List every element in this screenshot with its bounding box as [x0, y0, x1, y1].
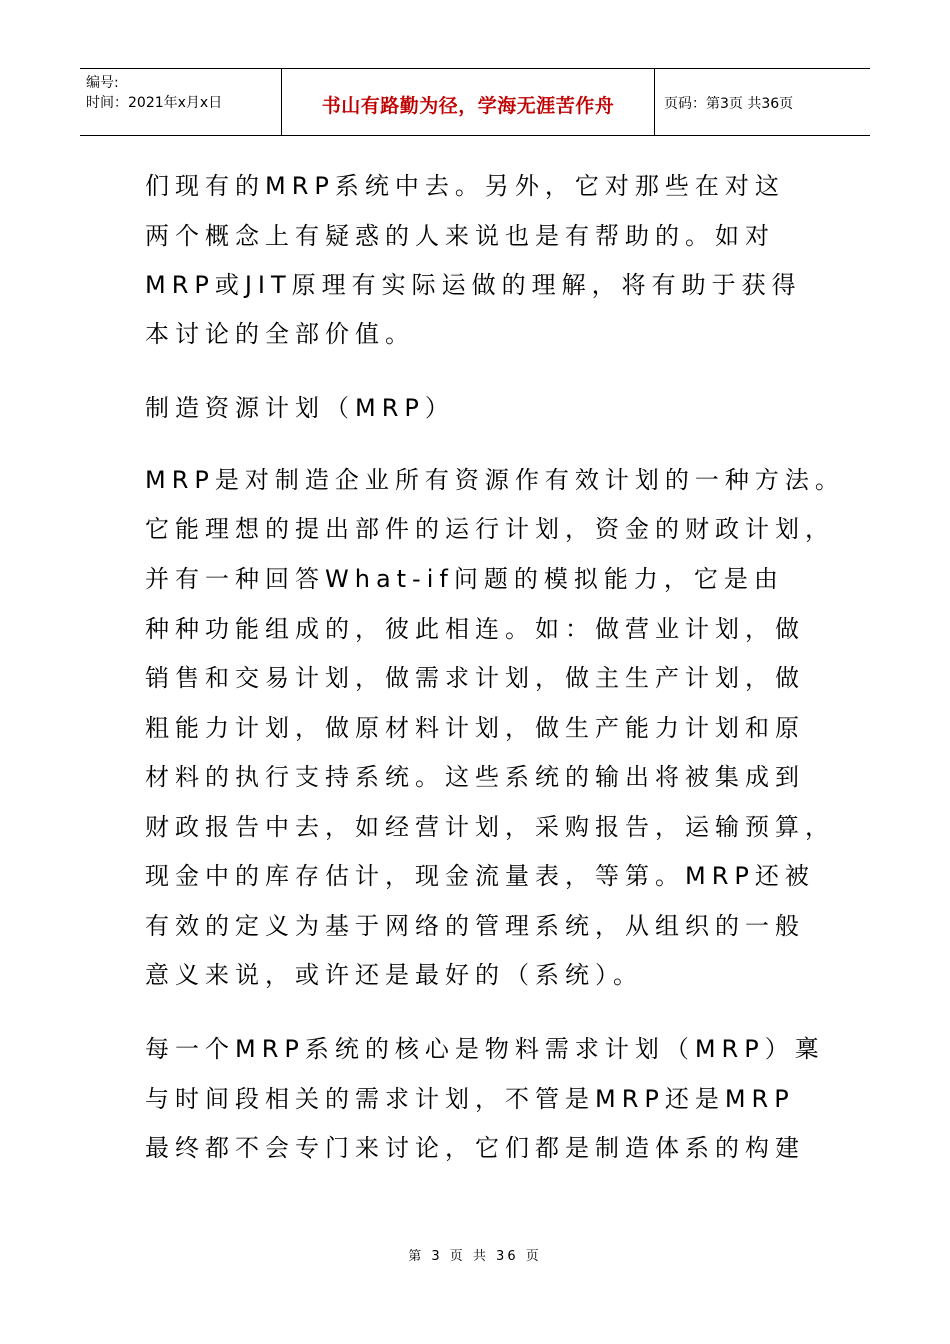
header-meta [86, 73, 286, 113]
body-line: 本讨论的全部价值。 [145, 320, 415, 348]
section-heading: 制造资源计划（MRP） [145, 394, 455, 422]
body-line: 并有一种回答What-if问题的模拟能力，它是由 [145, 565, 784, 593]
body-line: 两个概念上有疑惑的人来说也是有帮助的。如对 [145, 222, 775, 250]
body-line: 现金中的库存估计，现金流量表，等第。MRP还被 [145, 862, 815, 890]
body-line: 每一个MRP系统的核心是物料需求计划（MRP）稟 [145, 1035, 825, 1063]
header-motto: 书山有路勤为径，学海无涯苦作舟 [321, 95, 615, 117]
body-line: MRP是对制造企业所有资源作有效计划的一种方法。 [145, 466, 845, 494]
header-divider-right [654, 69, 655, 136]
body-line: 种种功能组成的，彼此相连。如：做营业计划，做 [145, 615, 805, 643]
page-header [80, 68, 870, 136]
serial-label: 编号: [86, 75, 119, 91]
body-line: 们现有的MRP系统中去。另外，它对那些在对这 [145, 172, 785, 200]
body-line: MRP或JIT原理有实际运做的理解，将有助于获得 [145, 271, 802, 299]
body-line: 意义来说，或许还是最好的（系统）。 [145, 961, 643, 989]
body-line: 销售和交易计划，做需求计划，做主生产计划，做 [145, 664, 805, 692]
body-line: 财政报告中去，如经营计划，采购报告，运输预算， [145, 813, 835, 841]
body-line: 与时间段相关的需求计划，不管是MRP还是MRP [145, 1085, 795, 1113]
header-page-info: 页码：第3页 共36页 [664, 96, 794, 112]
page-footer: 第 3 页 共 36 页 [408, 1249, 542, 1264]
body-line: 它能理想的提出部件的运行计划，资金的财政计划， [145, 515, 835, 543]
body-line: 粗能力计划，做原材料计划，做生产能力计划和原 [145, 714, 805, 742]
body-line: 材料的执行支持系统。这些系统的输出将被集成到 [145, 763, 805, 791]
time-label: 时间：2021年x月x日 [86, 95, 223, 111]
body-line: 最终都不会专门来讨论，它们都是制造体系的构建 [145, 1134, 805, 1162]
body-line: 有效的定义为基于网络的管理系统，从组织的一般 [145, 912, 805, 940]
